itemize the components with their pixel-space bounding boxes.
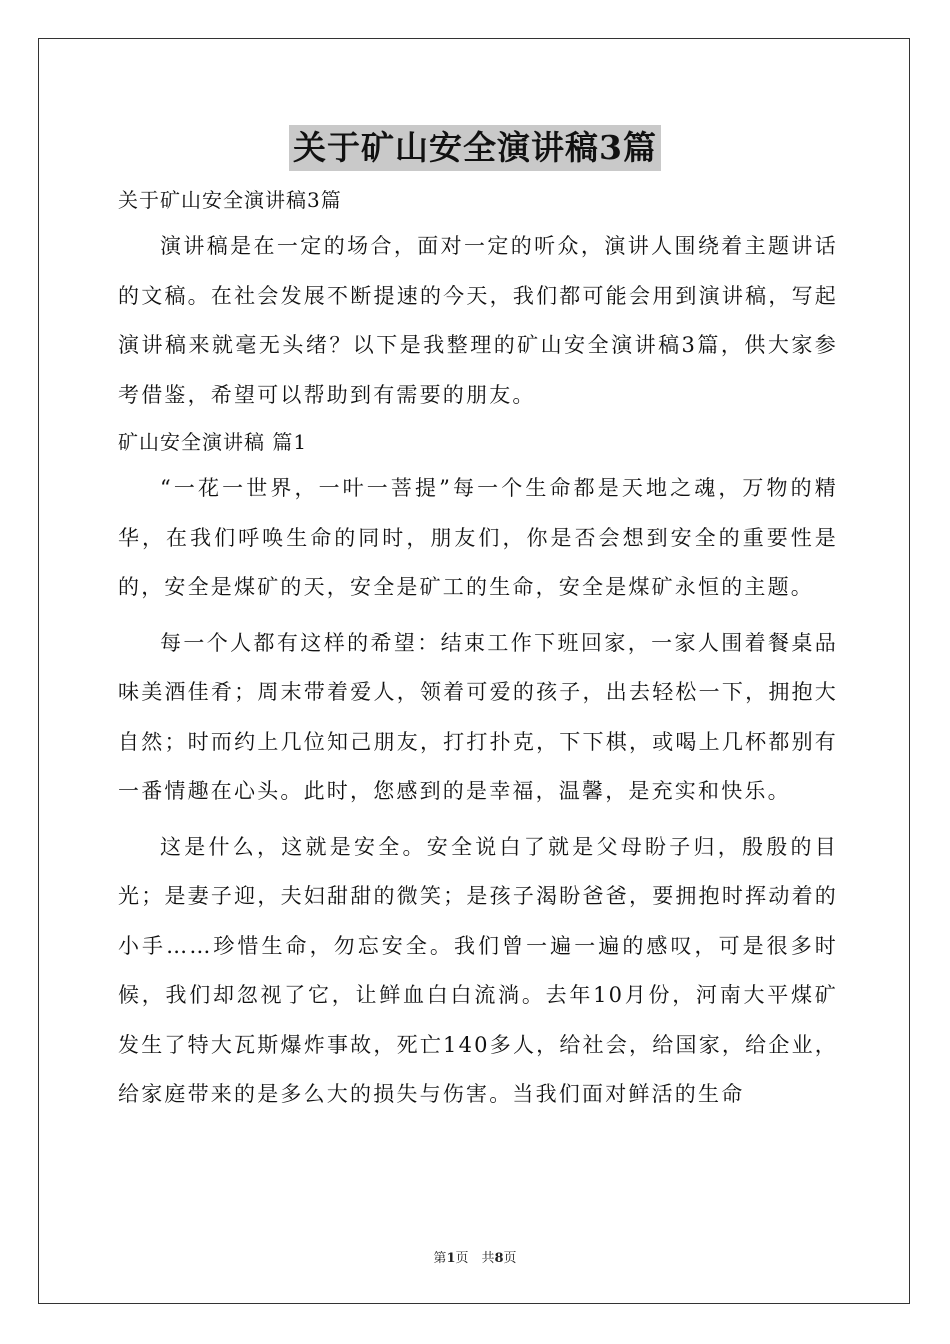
title-container: [0, 125, 950, 171]
page-footer: [0, 1247, 950, 1266]
footer-suffix: 页: [503, 1251, 517, 1266]
document-subtitle: 关于矿山安全演讲稿3篇: [118, 188, 342, 212]
intro-paragraph: 演讲稿是在一定的场合，面对一定的听众，演讲人围绕着主题讲话的文稿。在社会发展不断提速的今天，我们都可能会用到演讲稿，写起演讲稿来就毫无头绪？以下是我整理的矿山安全演讲稿3篇，供大家参考借鉴，希望可以帮助到有需要的朋友。: [118, 234, 838, 407]
footer-page-number: 1: [446, 1251, 456, 1266]
body-paragraph-3: 这是什么，这就是安全。安全说白了就是父母盼子归，殷殷的目光；是妻子迎，夫妇甜甜的微笑；是孩子渴盼爸爸，要拥抱时挥动着的小手……珍惜生命，勿忘安全。我们曾一遍一遍的感叹，可是很多时候，我们却忽视了它，让鲜血白白流淌。去年10月份，河南大平煤矿发生了特大瓦斯爆炸事故，死亡140多人，给社会，给国家，给企业，给家庭带来的是多么大的损失与伤害。当我们面对鲜活的生命: [118, 834, 838, 1106]
body-paragraph-2: 每一个人都有这样的希望：结束工作下班回家，一家人围着餐桌品味美酒佳肴；周末带着爱人，领着可爱的孩子，出去轻松一下，拥抱大自然；时而约上几位知己朋友，打打扑克，下下棋，或喝上几杯都别有一番情趣在心头。此时，您感到的是幸福，温馨，是充实和快乐。: [118, 630, 838, 803]
document-body: [118, 180, 838, 1120]
footer-mid: 页 共: [455, 1251, 495, 1266]
section-heading: 矿山安全演讲稿 篇1: [118, 430, 308, 454]
footer-page-total: 8: [494, 1251, 504, 1266]
body-paragraph-1: “一花一世界，一叶一菩提”每一个生命都是天地之魂，万物的精华，在我们呼唤生命的同时，朋友们，你是否会想到安全的重要性是的，安全是煤矿的天，安全是矿工的生命，安全是煤矿永恒的主题。: [118, 476, 838, 599]
footer-prefix: 第: [433, 1251, 447, 1266]
document-title: 关于矿山安全演讲稿3篇: [289, 125, 661, 171]
